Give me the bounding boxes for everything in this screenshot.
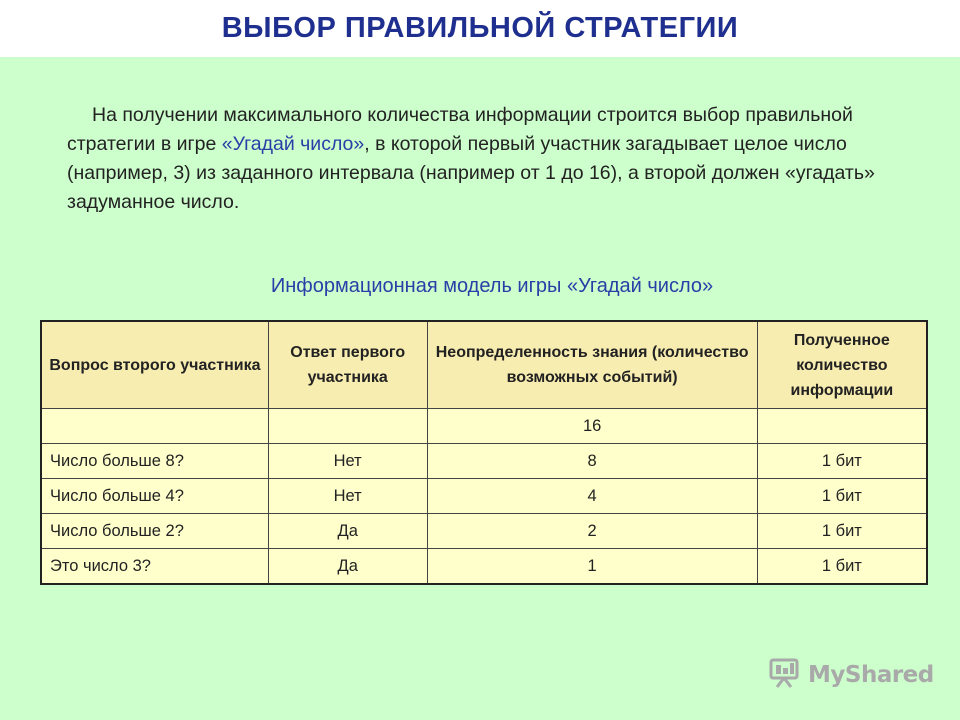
header-answer: Ответ первого участника xyxy=(268,321,427,409)
information-table xyxy=(40,320,928,585)
cell-answer: Нет xyxy=(268,479,427,514)
cell-uncertainty: 4 xyxy=(427,479,757,514)
cell-question: Число больше 2? xyxy=(41,514,268,549)
slide-title: ВЫБОР ПРАВИЛЬНОЙ СТРАТЕГИИ xyxy=(221,12,739,44)
cell-uncertainty: 1 xyxy=(427,549,757,585)
table-row xyxy=(41,479,927,514)
cell-question: Число больше 4? xyxy=(41,479,268,514)
header-information: Полученное количество информации xyxy=(757,321,927,409)
cell-information: 1 бит xyxy=(757,514,927,549)
cell-question: Число больше 8? xyxy=(41,444,268,479)
header-uncertainty: Неопределенность знания (количество возможных событий) xyxy=(427,321,757,409)
cell-answer: Да xyxy=(268,549,427,585)
paragraph-text-start: На получении максимального количества информации строится выбор правильной стратегии в игре xyxy=(67,104,853,155)
cell-uncertainty: 2 xyxy=(427,514,757,549)
cell-answer xyxy=(268,409,427,444)
presentation-board-icon xyxy=(768,657,802,694)
cell-answer: Нет xyxy=(268,444,427,479)
game-name-highlight: «Угадай число» xyxy=(221,133,365,155)
table-row xyxy=(41,514,927,549)
paragraph-text-end: , в которой первый участник загадывает целое число (например, 3) из заданного интервала (например от 1 до 16), а второй должен «угадать» задуманное число. xyxy=(67,133,875,213)
cell-question: Это число 3? xyxy=(41,549,268,585)
table-row xyxy=(41,444,927,479)
watermark-text: MyShared xyxy=(808,662,934,688)
table-row xyxy=(41,409,927,444)
header-question: Вопрос второго участника xyxy=(41,321,268,409)
cell-information: 1 бит xyxy=(757,479,927,514)
table-caption: Информационная модель игры «Угадай число» xyxy=(270,275,714,297)
cell-information: 1 бит xyxy=(757,444,927,479)
intro-paragraph xyxy=(67,101,917,217)
cell-question xyxy=(41,409,268,444)
cell-uncertainty: 8 xyxy=(427,444,757,479)
myshared-watermark xyxy=(768,658,934,692)
cell-uncertainty: 16 xyxy=(427,409,757,444)
table-header-row xyxy=(41,321,927,409)
cell-information: 1 бит xyxy=(757,549,927,585)
cell-answer: Да xyxy=(268,514,427,549)
cell-information xyxy=(757,409,927,444)
table-row xyxy=(41,549,927,585)
